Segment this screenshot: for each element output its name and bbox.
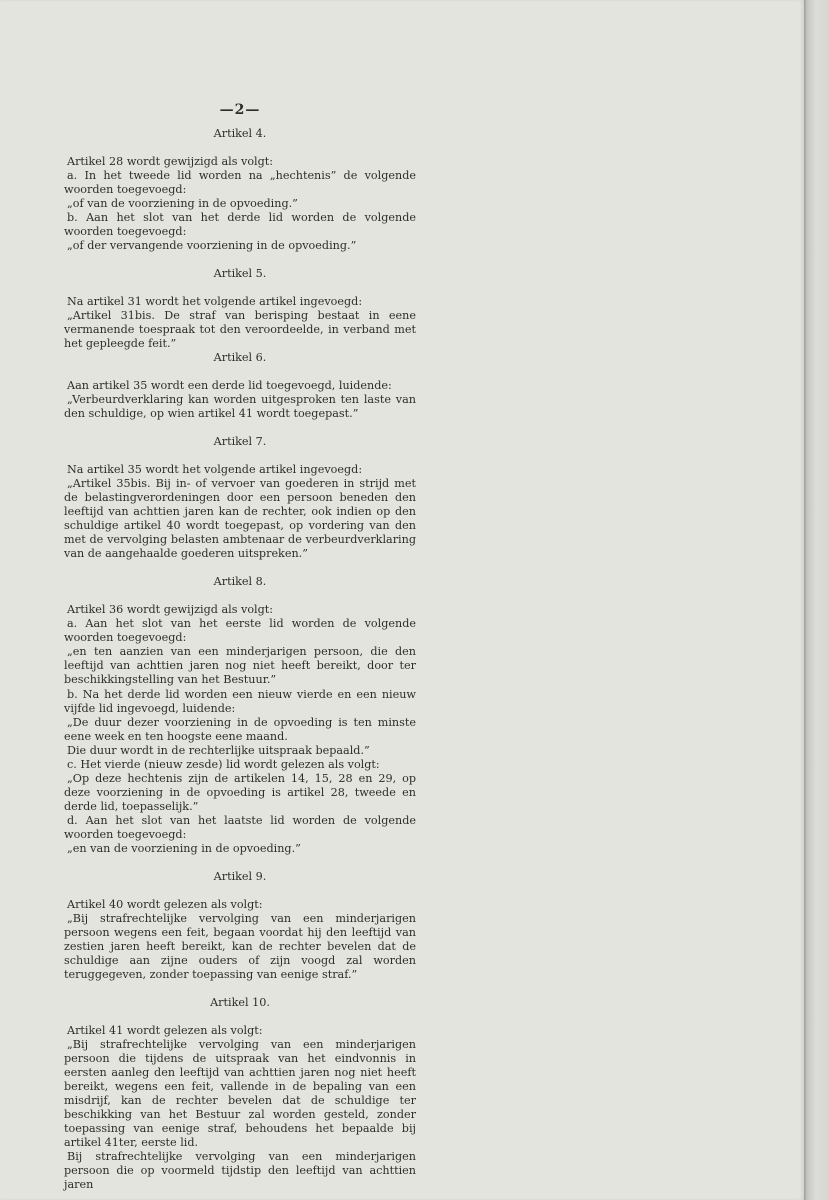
- paragraph: c. Het vierde (nieuw zesde) lid wordt gelezen als volgt:: [67, 757, 380, 771]
- article-heading: Artikel 8.: [213, 575, 267, 589]
- paragraph: Artikel 40 wordt gelezen als volgt:: [67, 897, 263, 911]
- paragraph: b. Aan het slot van het derde lid worden de volgende woorden toegevoegd:: [64, 211, 416, 239]
- adjacent-page-edge: [804, 0, 829, 1200]
- paragraph: „Artikel 35bis. Bij in- of vervoer van goederen in strijd met de belastingverordeningen door een persoon beneden den leeftijd van achttien jaren kan de rechter, ook indien op den schuldige artikel 40 wordt toegepast, op vordering van den met de vervolging belasten ambtenaar de verbeurdverklaring van de aangehaalde goederen uitspreken.”: [64, 477, 416, 561]
- paragraph: Bij strafrechtelijke vervolging van een minderjarigen persoon die op voormeld tijdstip den leeftijd van achttien jaren: [64, 1149, 416, 1191]
- paragraph: Artikel 41 wordt gelezen als volgt:: [67, 1023, 263, 1037]
- paragraph: Aan artikel 35 wordt een derde lid toegevoegd, luidende:: [67, 379, 392, 393]
- article-heading: Artikel 10.: [210, 995, 270, 1009]
- paragraph: Artikel 36 wordt gewijzigd als volgt:: [67, 603, 274, 617]
- paragraph: b. Na het derde lid worden een nieuw vierde en een nieuw vijfde lid ingevoegd, luidende:: [64, 687, 416, 715]
- paragraph: „Op deze hechtenis zijn de artikelen 14, 15, 28 en 29, op deze voorziening in de opvoeding is artikel 28, tweede en derde lid, toepasselijk.”: [64, 771, 416, 813]
- paragraph: „en van de voorziening in de opvoeding.”: [67, 841, 301, 855]
- article-heading: Artikel 4.: [213, 127, 267, 140]
- paragraph: a. In het tweede lid worden na „hechtenis” de volgende woorden toegevoegd:: [64, 169, 416, 197]
- article-heading: Artikel 6.: [213, 351, 267, 365]
- paragraph: „of der vervangende voorziening in de opvoeding.”: [67, 239, 357, 253]
- paragraph: d. Aan het slot van het laatste lid worden de volgende woorden toegevoegd:: [64, 813, 416, 841]
- paragraph: „Bij strafrechtelijke vervolging van een minderjarigen persoon die tijdens de uitspraak van het eindvonnis in eersten aanleg den leeftijd van achttien jaren nog niet heeft bereikt, wegens een feit, vallende in de bepaling van een misdrijf, kan de rechter bevelen dat de schuldige ter beschikking van het Bestuur zal worden gesteld, zonder toepassing van eenige straf, behoudens het bepaalde bij artikel 41ter, eerste lid.: [64, 1037, 416, 1149]
- article-heading: Artikel 7.: [213, 435, 267, 449]
- paragraph: „of van de voorziening in de opvoeding.”: [67, 197, 298, 211]
- page-number: —2—: [219, 102, 261, 118]
- article-heading: Artikel 5.: [213, 267, 267, 281]
- paragraph: Artikel 28 wordt gewijzigd als volgt:: [67, 155, 274, 169]
- text-column: [64, 101, 416, 1192]
- paragraph: „en ten aanzien van een minderjarigen persoon, die den leeftijd van achttien jaren nog niet heeft bereikt, door ter beschikkingstelling van het Bestuur.”: [64, 645, 416, 687]
- paragraph: „Bij strafrechtelijke vervolging van een minderjarigen persoon wegens een feit, begaan voordat hij den leeftijd van zestien jaren heeft bereikt, kan de rechter bevelen dat de schuldige aan zijne ouders of zijn voogd zal worden teruggegeven, zonder toepassing van eenige straf.”: [64, 911, 416, 981]
- paragraph: „Verbeurdverklaring kan worden uitgesproken ten laste van den schuldige, op wien artikel 41 wordt toegepast.”: [64, 393, 416, 421]
- article-heading: Artikel 9.: [213, 869, 267, 883]
- paragraph: „Artikel 31bis. De straf van berisping bestaat in eene vermanende toespraak tot den veroordeelde, in verband met het gepleegde feit.”: [64, 309, 416, 351]
- paragraph: Na artikel 35 wordt het volgende artikel ingevoegd:: [67, 463, 363, 477]
- paragraph: Die duur wordt in de rechterlijke uitspraak bepaald.”: [67, 743, 370, 757]
- paragraph: „De duur dezer voorziening in de opvoeding is ten minste eene week en ten hoogste eene maand.: [64, 715, 416, 743]
- paragraph: a. Aan het slot van het eerste lid worden de volgende woorden toegevoegd:: [64, 617, 416, 645]
- paragraph: Na artikel 31 wordt het volgende artikel ingevoegd:: [67, 295, 363, 309]
